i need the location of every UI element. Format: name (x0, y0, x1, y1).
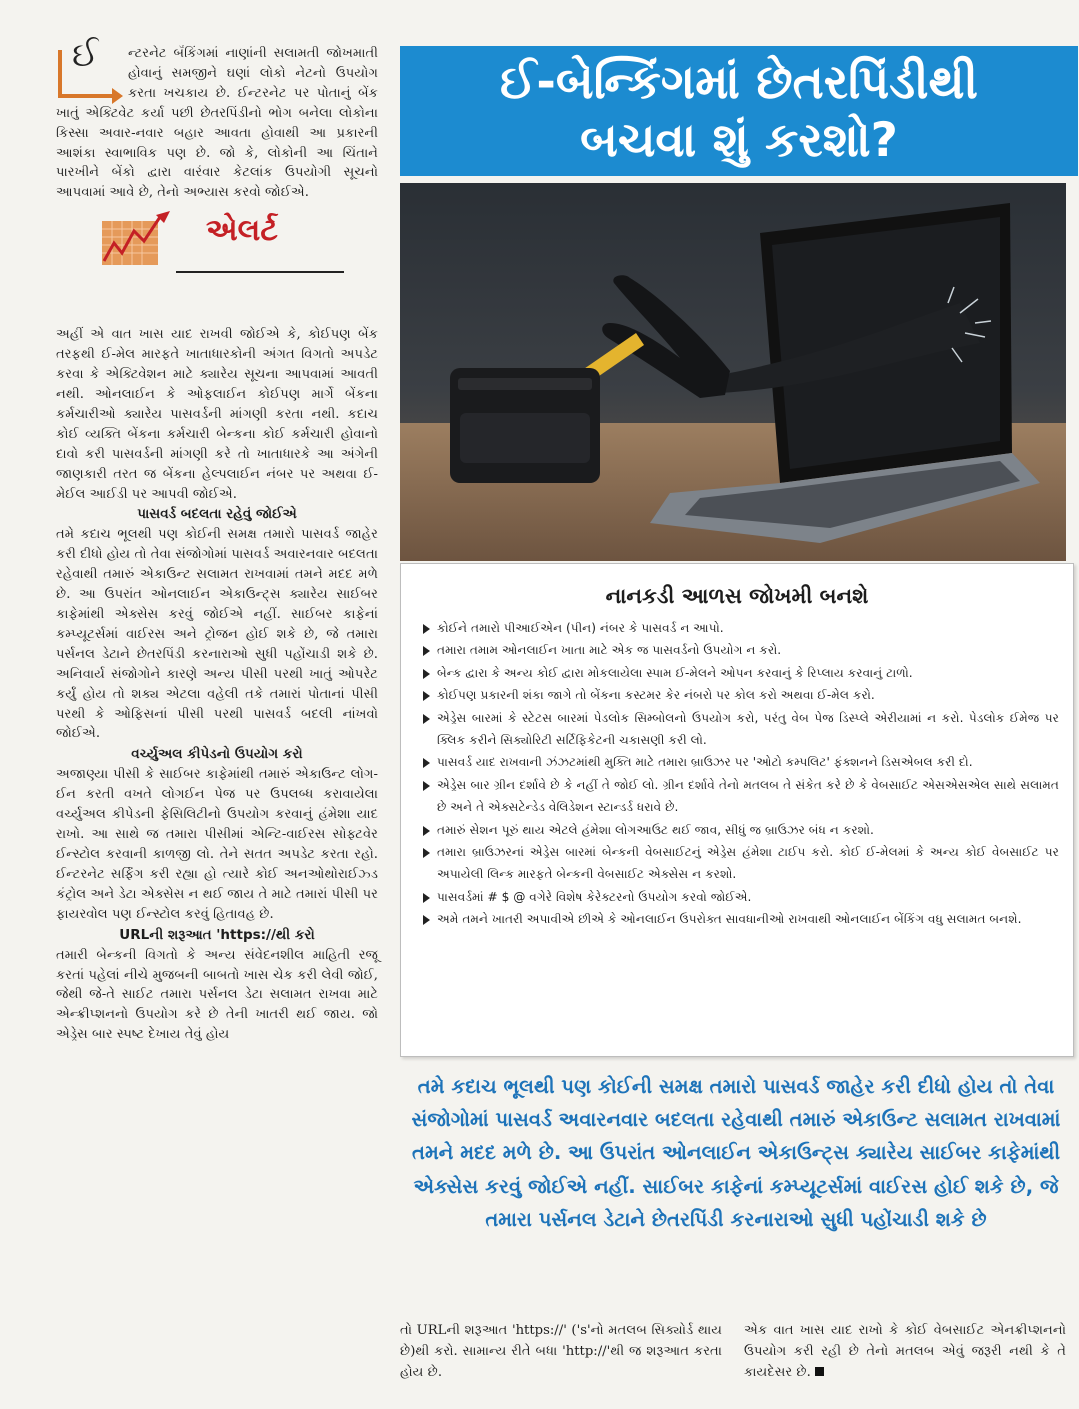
subhead-change-password: પાસવર્ડ બદલતા રહેવું જોઈએ (137, 506, 297, 523)
left-para-3: અજાણ્યા પીસી કે સાઈબર કાફેમાંથી તમારું એકાઉન્ટ લોગ-ઈન કરતી વખતે લોગઈન પેજ પર ઉપલબ્ધ કરાવાયેલા વર્ચ્યુઅલ કીપેડની ફેસિલિટીનો ઉપયોગ કરવાનું હંમેશા યાદ રાખો. આ સાથે જ તમારા પીસીમાં એન્ટિ-વાઈરસ સોફ્ટવેર ઈન્સ્ટોલ કરવાની કાળજી લો. તેને સતત અપડેટ કરતા રહો. ઈન્ટરનેટ સર્ફિંગ કરી રહ્યા હો ત્યારે કોઈ અનઓથોરાઈઝ્ડ કંટ્રોલ અને ડેટા એક્સેસ ન થઈ જાય તે માટે તમારાં પીસી પર ફાયરવોલ પણ ઈન્સ્ટોલ કરવું હિતાવહ છે. (56, 767, 378, 922)
subhead-https: URLની શરૂઆત 'https://થી કરો (119, 926, 315, 943)
headline-line-2: બચવા શું કરશો? (580, 113, 898, 168)
tip-item: કોઈપણ પ્રકારની શંકા જાગે તો બેંકના કસ્ટમર કેર નંબરો પર કોલ કરો અથવા ઈ-મેલ કરો. (421, 684, 1059, 706)
dropcap (56, 35, 122, 100)
bottom-text-1: તો URLની શરૂઆત 'https://' ('s'નો મતલબ સિક્યોર્ડ થાય છે)થી કરો. સામાન્ય રીતે બધા 'http://'થી જ શરૂઆત કરતા હોય છે. (400, 1323, 722, 1380)
alert-section (56, 207, 378, 325)
tip-item: તમારા બ્રાઉઝરનાં એડ્રેસ બારમાં બેન્કની વેબસાઈટનું એડ્રેસ હંમેશા ટાઈપ કરો. કોઈ ઈ-મેલમાં કે અન્ય કોઈ વેબસાઈટ પર અપાયેલી લિન્ક મારફતે બેન્કની વેબસાઈટ એક્સેસ ન કરશો. (421, 841, 1059, 886)
alert-title: એલર્ટ (206, 213, 278, 249)
tip-item: તમારું સેશન પૂરું થાય એટલે હંમેશા લોગઆઉટ થઈ જાવ, સીધું જ બ્રાઉઝર બંધ ન કરશો. (421, 819, 1059, 841)
tip-item: તમારા તમામ ઓનલાઈન ખાતા માટે એક જ પાસવર્ડનો ઉપયોગ ન કરો. (421, 639, 1059, 661)
pull-quote: તમે કદાચ ભૂલથી પણ કોઈની સમક્ષ તમારો પાસવર્ડ જાહેર કરી દીધો હોય તો તેવા સંજોગોમાં પાસવર્ડ અવારનવાર બદલતા રહેવાથી તમારું એકાઉન્ટ સલામત રાખવામાં તમને મદદ મળે છે. આ ઉપરાંત ઓનલાઈન એકાઉન્ટ્સ ક્યારેય સાઈબર કાફેમાંથી એક્સેસ કરવું જોઈએ નહીં. સાઈબર કાફેનાં કમ્પ્યૂટર્સમાં વાઈરસ હોઈ શકે છે, જે તમારા પર્સનલ ડેટાને છેતરપિંડી કરનારાઓ સુધી પહોંચાડી શકે છે (411, 1075, 1061, 1231)
hero-photo (400, 183, 1066, 561)
bottom-text-2: એક વાત ખાસ યાદ રાખો કે કોઈ વેબસાઈટ એનક્રીપ્શનનો ઉપયોગ કરી રહી છે તેનો મતલબ એવું જરૂરી નથી કે તે કાયદેસર છે. (744, 1323, 1066, 1380)
end-mark (815, 1367, 824, 1376)
intro-paragraph (56, 35, 378, 203)
headline-banner (400, 46, 1078, 176)
left-para-4: તમારી બેન્કની વિગતો કે અન્ય સંવેદનશીલ માહિતી રજૂ કરતાં પહેલાં નીચે મુજબની બાબતો ખાસ ચેક કરી લેવી જોઈ, જેથી જે-તે સાઈટ તમારા પર્સનલ ડેટા સલામત રાખવા માટે એન્ક્રીપ્શનનો ઉપયોગ કરે છે તેની ખાતરી થઈ જાય. જો એડ્રેસ બાર સ્પષ્ટ દેખાય તેવું હોય (56, 947, 378, 1043)
headline-line-1: ઈ-બેન્કિંગમાં છેતરપિંડીથી (500, 55, 978, 110)
tip-item: એડ્રેસ બાર ગ્રીન દર્શાવે છે કે નહીં તે જોઈ લો. ગ્રીન દર્શાવે તેનો મતલબ તે સંકેત કરે છે કે વેબસાઈટ એસએસએલ સાથે સલામત છે અને તે એક્સટેન્ડેડ વેલિડેશન સ્ટાન્ડર્ડ ધરાવે છે. (421, 774, 1059, 819)
tip-item: બેન્ક દ્વારા કે અન્ય કોઈ દ્વારા મોકલાયેલા સ્પામ ઈ-મેલને ઓપન કરવાનું કે રિપ્લાય કરવાનું ટાળો. (421, 662, 1059, 684)
left-column (56, 35, 378, 1045)
tip-item: કોઈને તમારો પીઆઈએન (પીન) નંબર કે પાસવર્ડ ન આપો. (421, 617, 1059, 639)
tips-title: નાનકડી આળસ જોખમી બનશે (605, 584, 869, 608)
tips-box (400, 563, 1074, 1057)
dropcap-letter: ઈ (72, 35, 99, 75)
tip-item: એડ્રેસ બારમાં કે સ્ટેટસ બારમાં પેડલોક સિમ્બોલનો ઉપયોગ કરો, પરંતુ વેબ પેજ ડિસ્પ્લે એરીયામાં ન કરો. પેડલોક ઈમેજ પર ક્લિક કરીને સિક્યોરિટી સર્ટિફિકેટની ચકાસણી કરી લો. (421, 707, 1059, 752)
tips-list (401, 617, 1073, 931)
alert-underline (176, 271, 344, 273)
subhead-virtual-keypad: વર્ચ્યુઅલ કીપેડનો ઉપયોગ કરો (131, 746, 303, 763)
bottom-column-1 (400, 1320, 722, 1383)
tip-item: અમે તમને ખાતરી અપાવીએ છીએ કે ઓનલાઈન ઉપરોક્ત સાવધાનીઓ રાખવાથી ઓનલાઈન બેંકિંગ વધુ સલામત બનશે. (421, 908, 1059, 930)
intro-text: ન્ટરનેટ બૅંકિંગમાં નાણાંની સલામતી જોખમાતી હોવાનું સમજીને ઘણાં લોકો નેટનો ઉપયોગ કરતા ખચકાય છે. ઈન્ટરનેટ પર પોતાનું બેંક ખાતું એક્ટિવેટ કર્યા પછી છેતરપિંડીનો ભોગ બનેલા લોકોના કિસ્સા અવાર-નવાર બહાર આવતા હોવાથી આ પ્રકારની આશંકા સ્વાભાવિક પણ છે. જો કે, લોકોની આ ચિંતાને પારખીને બેંકો દ્વારા વારંવાર કેટલાંક ઉપયોગી સૂચનો આપવામાં આવે છે, તેનો અભ્યાસ કરવો જોઈએ. (56, 46, 378, 201)
tip-item: પાસવર્ડ યાદ રાખવાની ઝંઝટમાંથી મુક્તિ માટે તમારા બ્રાઉઝર પર 'ઓટો કમ્પલિટ' ફંક્શનને ડિસએબલ કરી દો. (421, 751, 1059, 773)
tip-item: પાસવર્ડમાં # $ @ વગેરે વિશેષ કેરેક્ટરનો ઉપયોગ કરવો જોઈએ. (421, 886, 1059, 908)
left-para-1: અહીં એ વાત ખાસ યાદ રાખવી જોઈએ કે, કોઈપણ બેંક તરફથી ઈ-મેલ મારફતે ખાતાધારકોની અંગત વિગતો અપડેટ કરવા કે એક્ટિવેશન માટે ક્યારેય સૂચના આપવામાં આવતી નથી. ઓનલાઈન કે ઓફલાઈન કોઈપણ માર્ગે બેંકના કર્મચારીઓ ક્યારેય પાસવર્ડની માંગણી કરતા નથી. કદાચ કોઈ વ્યક્તિ બેંકના કર્મચારી બેન્કના કોઈ કર્મચારી હોવાનો દાવો કરી પાસવર્ડની માંગણી કરે તો ખાતાધારકે આ અંગેની જાણકારી તરત જ બેંકના હેલ્પલાઈન નંબર પર અથવા ઈ-મેઈલ આઈડી પર આપવી જોઈએ. (56, 327, 378, 502)
bottom-column-2 (744, 1320, 1066, 1383)
growth-chart-icon (100, 209, 180, 269)
laptop-thief-illustration (400, 183, 1066, 561)
left-para-2: તમે કદાચ ભૂલથી પણ કોઈની સમક્ષ તમારો પાસવર્ડ જાહેર કરી દીધો હોય તો તેવા સંજોગોમાં પાસવર્ડ અવારનવાર બદલતા રહેવાથી તમારું એકાઉન્ટ સલામત રાખવામાં તમને મદદ મળે છે. આ ઉપરાંત ઓનલાઈન એકાઉન્ટ્સ ક્યારેય સાઈબર કાફેમાંથી એક્સેસ કરવું જોઈએ નહીં. સાઈબર કાફેનાં કમ્પ્યૂટર્સમાં વાઈરસ અને ટ્રોજન હોઈ શકે છે, જે તમારા પર્સનલ ડેટાને છેતરપિંડી કરનારાઓ સુધી પહોંચાડી શકે છે. અનિવાર્ય સંજોગોને કારણે અન્ય પીસી પરથી ખાતું ઓપરેટ કર્યું હોય તો શક્ય એટલા વહેલી તકે તમારાં પોતાનાં પીસી પરથી કે ઓફિસનાં પીસી પરથી પાસવર્ડ બદલી નાંખવો જોઈએ. (56, 527, 378, 742)
